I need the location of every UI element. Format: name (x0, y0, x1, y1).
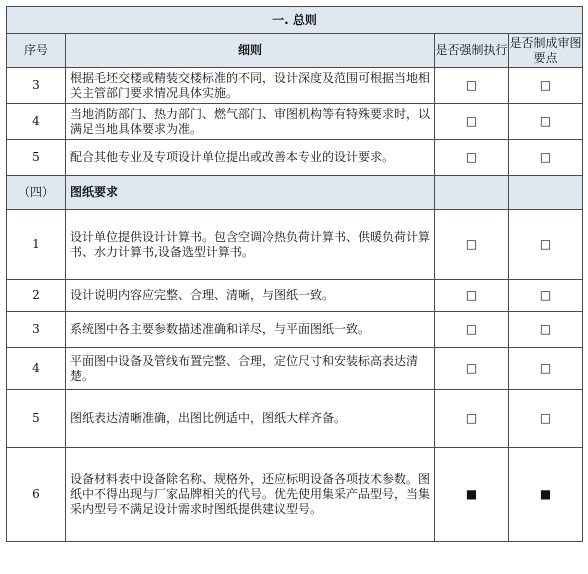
table-row (7, 104, 583, 140)
table-row (7, 280, 583, 312)
header-detail: 细则 (66, 34, 435, 68)
review-checkbox[interactable]: ■ (509, 448, 583, 542)
mandatory-checkbox[interactable]: □ (435, 210, 509, 280)
table-row (7, 68, 583, 104)
mandatory-checkbox[interactable]: ■ (435, 448, 509, 542)
review-checkbox[interactable]: □ (509, 140, 583, 176)
row-text: 根据毛坯交楼或精装交楼标准的不同，设计深度及范围可根据当地相关主管部门要求情况具体实施。 (66, 68, 435, 104)
mandatory-checkbox[interactable]: □ (435, 68, 509, 104)
review-checkbox[interactable]: □ (509, 104, 583, 140)
row-no: 5 (7, 140, 66, 176)
review-checkbox[interactable]: □ (509, 68, 583, 104)
row-no: 5 (7, 390, 66, 448)
mandatory-checkbox[interactable]: □ (435, 104, 509, 140)
table-row (7, 390, 583, 448)
row-text: 系统图中各主要参数描述准确和详尽，与平面图纸一致。 (66, 312, 435, 348)
section-title: 图纸要求 (66, 176, 435, 210)
review-checkbox[interactable]: □ (509, 312, 583, 348)
review-checkbox[interactable]: □ (509, 348, 583, 390)
mandatory-checkbox[interactable]: □ (435, 348, 509, 390)
requirements-table (6, 6, 583, 542)
row-no: 3 (7, 68, 66, 104)
review-checkbox[interactable]: □ (509, 390, 583, 448)
row-text: 平面图中设备及管线布置完整、合理，定位尺寸和安装标高表达清楚。 (66, 348, 435, 390)
mandatory-checkbox[interactable]: □ (435, 280, 509, 312)
header-no: 序号 (7, 34, 66, 68)
header-review: 是否制成审图要点 (509, 34, 583, 68)
section-mandatory (435, 176, 509, 210)
table-row (7, 140, 583, 176)
table-row (7, 348, 583, 390)
section-row (7, 176, 583, 210)
section-review (509, 176, 583, 210)
mandatory-checkbox[interactable]: □ (435, 312, 509, 348)
row-text: 设计说明内容应完整、合理、清晰，与图纸一致。 (66, 280, 435, 312)
row-text: 配合其他专业及专项设计单位提出或改善本专业的设计要求。 (66, 140, 435, 176)
row-text: 设计单位提供设计计算书。包含空调冷热负荷计算书、供暖负荷计算书、水力计算书,设备选型计算书。 (66, 210, 435, 280)
row-no: 4 (7, 104, 66, 140)
row-no: 2 (7, 280, 66, 312)
row-no: 3 (7, 312, 66, 348)
mandatory-checkbox[interactable]: □ (435, 390, 509, 448)
row-text: 图纸表达清晰准确，出图比例适中，图纸大样齐备。 (66, 390, 435, 448)
table-title: 一. 总则 (7, 7, 583, 34)
review-checkbox[interactable]: □ (509, 210, 583, 280)
row-text: 当地消防部门、热力部门、燃气部门、审图机构等有特殊要求时，以满足当地具体要求为准。 (66, 104, 435, 140)
mandatory-checkbox[interactable]: □ (435, 140, 509, 176)
row-no: 4 (7, 348, 66, 390)
row-no: 1 (7, 210, 66, 280)
section-no: （四） (7, 176, 66, 210)
row-no: 6 (7, 448, 66, 542)
row-text: 设备材料表中设备除名称、规格外，还应标明设备各项技术参数。图纸中不得出现与厂家品牌相关的代号。优先使用集采产品型号，当集采内型号不满足设计需求时图纸提供建议型号。 (66, 448, 435, 542)
table-row (7, 448, 583, 542)
review-checkbox[interactable]: □ (509, 280, 583, 312)
table-row (7, 210, 583, 280)
header-mandatory: 是否强制执行 (435, 34, 509, 68)
table-row (7, 312, 583, 348)
